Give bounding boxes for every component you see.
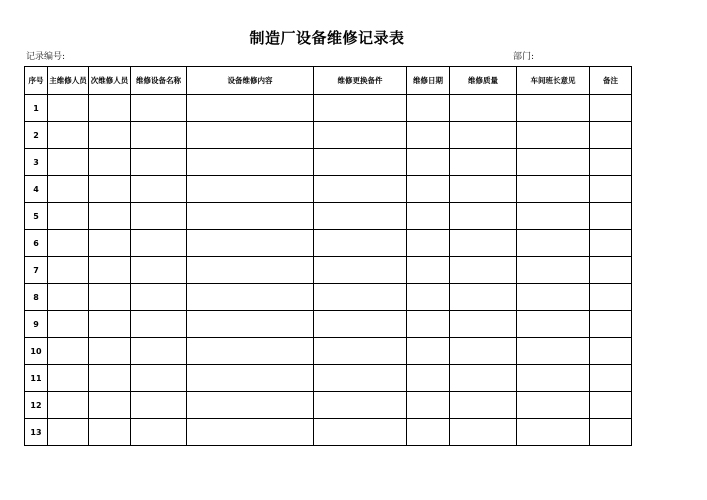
cell-replaced-parts[interactable] bbox=[314, 122, 407, 149]
cell-supervisor-opinion[interactable] bbox=[517, 419, 590, 446]
cell-replaced-parts[interactable] bbox=[314, 230, 407, 257]
table-body bbox=[25, 95, 632, 446]
cell-repair-content[interactable] bbox=[187, 419, 314, 446]
table-row bbox=[25, 365, 632, 392]
row-number: 8 bbox=[25, 284, 48, 311]
cell-remarks[interactable] bbox=[590, 176, 632, 203]
cell-repair-content[interactable] bbox=[187, 257, 314, 284]
row-number: 12 bbox=[25, 392, 48, 419]
header-supervisor-opinion: 车间班长意见 bbox=[517, 67, 590, 95]
cell-repair-content[interactable] bbox=[187, 284, 314, 311]
header-seq: 序号 bbox=[25, 67, 48, 95]
cell-main-technician[interactable] bbox=[48, 419, 89, 446]
cell-equipment-name[interactable] bbox=[131, 176, 187, 203]
cell-supervisor-opinion[interactable] bbox=[517, 284, 590, 311]
cell-repair-quality[interactable] bbox=[450, 338, 517, 365]
cell-main-technician[interactable] bbox=[48, 176, 89, 203]
row-number: 10 bbox=[25, 338, 48, 365]
row-number: 9 bbox=[25, 311, 48, 338]
cell-supervisor-opinion[interactable] bbox=[517, 365, 590, 392]
row-number: 11 bbox=[25, 365, 48, 392]
cell-supervisor-opinion[interactable] bbox=[517, 392, 590, 419]
cell-assistant-technician[interactable] bbox=[89, 176, 131, 203]
cell-supervisor-opinion[interactable] bbox=[517, 338, 590, 365]
cell-remarks[interactable] bbox=[590, 338, 632, 365]
cell-supervisor-opinion[interactable] bbox=[517, 311, 590, 338]
header-replaced-parts: 维修更换备件 bbox=[314, 67, 407, 95]
cell-replaced-parts[interactable] bbox=[314, 284, 407, 311]
cell-replaced-parts[interactable] bbox=[314, 176, 407, 203]
cell-repair-quality[interactable] bbox=[450, 230, 517, 257]
header-equipment-name: 维修设备名称 bbox=[131, 67, 187, 95]
cell-main-technician[interactable] bbox=[48, 257, 89, 284]
cell-assistant-technician[interactable] bbox=[89, 203, 131, 230]
table-row bbox=[25, 149, 632, 176]
cell-main-technician[interactable] bbox=[48, 284, 89, 311]
cell-assistant-technician[interactable] bbox=[89, 365, 131, 392]
cell-equipment-name[interactable] bbox=[131, 257, 187, 284]
cell-repair-quality[interactable] bbox=[450, 95, 517, 122]
form-title: 制造厂设备维修记录表 bbox=[249, 29, 405, 47]
cell-supervisor-opinion[interactable] bbox=[517, 230, 590, 257]
row-number: 5 bbox=[25, 203, 48, 230]
row-number: 6 bbox=[25, 230, 48, 257]
cell-repair-quality[interactable] bbox=[450, 176, 517, 203]
cell-remarks[interactable] bbox=[590, 230, 632, 257]
header-main-technician: 主维修人员 bbox=[48, 67, 89, 95]
cell-equipment-name[interactable] bbox=[131, 338, 187, 365]
record-number-label: 记录编号: bbox=[26, 52, 66, 62]
table-row bbox=[25, 176, 632, 203]
cell-equipment-name[interactable] bbox=[131, 149, 187, 176]
cell-repair-content[interactable] bbox=[187, 338, 314, 365]
cell-replaced-parts[interactable] bbox=[314, 338, 407, 365]
cell-equipment-name[interactable] bbox=[131, 419, 187, 446]
cell-equipment-name[interactable] bbox=[131, 95, 187, 122]
cell-replaced-parts[interactable] bbox=[314, 311, 407, 338]
table-row bbox=[25, 338, 632, 365]
table-row bbox=[25, 230, 632, 257]
row-number: 3 bbox=[25, 149, 48, 176]
cell-repair-content[interactable] bbox=[187, 392, 314, 419]
cell-equipment-name[interactable] bbox=[131, 122, 187, 149]
cell-main-technician[interactable] bbox=[48, 203, 89, 230]
cell-replaced-parts[interactable] bbox=[314, 149, 407, 176]
cell-equipment-name[interactable] bbox=[131, 311, 187, 338]
cell-repair-date[interactable] bbox=[407, 311, 450, 338]
cell-remarks[interactable] bbox=[590, 122, 632, 149]
cell-remarks[interactable] bbox=[590, 365, 632, 392]
cell-supervisor-opinion[interactable] bbox=[517, 176, 590, 203]
cell-main-technician[interactable] bbox=[48, 392, 89, 419]
cell-main-technician[interactable] bbox=[48, 122, 89, 149]
table-row bbox=[25, 122, 632, 149]
header-repair-quality: 维修质量 bbox=[450, 67, 517, 95]
cell-repair-content[interactable] bbox=[187, 365, 314, 392]
cell-repair-content[interactable] bbox=[187, 149, 314, 176]
header-assistant-technician: 次维修人员 bbox=[89, 67, 131, 95]
table-row bbox=[25, 392, 632, 419]
table-row bbox=[25, 419, 632, 446]
cell-remarks[interactable] bbox=[590, 203, 632, 230]
cell-assistant-technician[interactable] bbox=[89, 311, 131, 338]
cell-remarks[interactable] bbox=[590, 392, 632, 419]
cell-replaced-parts[interactable] bbox=[314, 392, 407, 419]
cell-repair-date[interactable] bbox=[407, 149, 450, 176]
cell-remarks[interactable] bbox=[590, 149, 632, 176]
cell-repair-content[interactable] bbox=[187, 230, 314, 257]
cell-repair-quality[interactable] bbox=[450, 419, 517, 446]
cell-repair-quality[interactable] bbox=[450, 392, 517, 419]
maintenance-record-table bbox=[24, 66, 632, 446]
cell-main-technician[interactable] bbox=[48, 365, 89, 392]
cell-repair-content[interactable] bbox=[187, 203, 314, 230]
cell-replaced-parts[interactable] bbox=[314, 203, 407, 230]
row-number: 2 bbox=[25, 122, 48, 149]
cell-repair-content[interactable] bbox=[187, 311, 314, 338]
cell-supervisor-opinion[interactable] bbox=[517, 95, 590, 122]
cell-supervisor-opinion[interactable] bbox=[517, 203, 590, 230]
table-row bbox=[25, 284, 632, 311]
cell-replaced-parts[interactable] bbox=[314, 419, 407, 446]
cell-assistant-technician[interactable] bbox=[89, 284, 131, 311]
cell-repair-quality[interactable] bbox=[450, 149, 517, 176]
cell-replaced-parts[interactable] bbox=[314, 95, 407, 122]
cell-remarks[interactable] bbox=[590, 95, 632, 122]
cell-equipment-name[interactable] bbox=[131, 284, 187, 311]
cell-equipment-name[interactable] bbox=[131, 230, 187, 257]
cell-repair-date[interactable] bbox=[407, 365, 450, 392]
cell-supervisor-opinion[interactable] bbox=[517, 122, 590, 149]
cell-repair-quality[interactable] bbox=[450, 122, 517, 149]
table-row bbox=[25, 311, 632, 338]
table-row bbox=[25, 257, 632, 284]
department-label: 部门: bbox=[513, 52, 535, 62]
header-remarks: 备注 bbox=[590, 67, 632, 95]
row-number: 13 bbox=[25, 419, 48, 446]
cell-repair-quality[interactable] bbox=[450, 311, 517, 338]
cell-remarks[interactable] bbox=[590, 419, 632, 446]
cell-repair-date[interactable] bbox=[407, 230, 450, 257]
cell-repair-date[interactable] bbox=[407, 257, 450, 284]
cell-supervisor-opinion[interactable] bbox=[517, 149, 590, 176]
cell-main-technician[interactable] bbox=[48, 311, 89, 338]
cell-remarks[interactable] bbox=[590, 257, 632, 284]
table-row bbox=[25, 95, 632, 122]
cell-assistant-technician[interactable] bbox=[89, 95, 131, 122]
cell-replaced-parts[interactable] bbox=[314, 257, 407, 284]
cell-repair-content[interactable] bbox=[187, 176, 314, 203]
cell-assistant-technician[interactable] bbox=[89, 392, 131, 419]
cell-assistant-technician[interactable] bbox=[89, 122, 131, 149]
cell-supervisor-opinion[interactable] bbox=[517, 257, 590, 284]
table-row bbox=[25, 203, 632, 230]
row-number: 7 bbox=[25, 257, 48, 284]
cell-main-technician[interactable] bbox=[48, 230, 89, 257]
cell-main-technician[interactable] bbox=[48, 95, 89, 122]
cell-repair-date[interactable] bbox=[407, 338, 450, 365]
cell-main-technician[interactable] bbox=[48, 338, 89, 365]
cell-repair-date[interactable] bbox=[407, 203, 450, 230]
cell-assistant-technician[interactable] bbox=[89, 257, 131, 284]
cell-repair-date[interactable] bbox=[407, 176, 450, 203]
cell-assistant-technician[interactable] bbox=[89, 338, 131, 365]
header-repair-date: 维修日期 bbox=[407, 67, 450, 95]
cell-equipment-name[interactable] bbox=[131, 365, 187, 392]
cell-replaced-parts[interactable] bbox=[314, 365, 407, 392]
cell-repair-date[interactable] bbox=[407, 419, 450, 446]
cell-repair-quality[interactable] bbox=[450, 203, 517, 230]
cell-repair-date[interactable] bbox=[407, 284, 450, 311]
table-header-row bbox=[25, 67, 632, 95]
cell-repair-date[interactable] bbox=[407, 95, 450, 122]
cell-repair-content[interactable] bbox=[187, 122, 314, 149]
cell-assistant-technician[interactable] bbox=[89, 230, 131, 257]
row-number: 1 bbox=[25, 95, 48, 122]
cell-equipment-name[interactable] bbox=[131, 392, 187, 419]
cell-main-technician[interactable] bbox=[48, 149, 89, 176]
cell-equipment-name[interactable] bbox=[131, 203, 187, 230]
cell-repair-quality[interactable] bbox=[450, 257, 517, 284]
cell-repair-quality[interactable] bbox=[450, 284, 517, 311]
row-number: 4 bbox=[25, 176, 48, 203]
cell-repair-content[interactable] bbox=[187, 95, 314, 122]
cell-remarks[interactable] bbox=[590, 284, 632, 311]
cell-repair-date[interactable] bbox=[407, 392, 450, 419]
cell-assistant-technician[interactable] bbox=[89, 419, 131, 446]
cell-remarks[interactable] bbox=[590, 311, 632, 338]
cell-repair-quality[interactable] bbox=[450, 365, 517, 392]
cell-assistant-technician[interactable] bbox=[89, 149, 131, 176]
cell-repair-date[interactable] bbox=[407, 122, 450, 149]
header-repair-content: 设备维修内容 bbox=[187, 67, 314, 95]
